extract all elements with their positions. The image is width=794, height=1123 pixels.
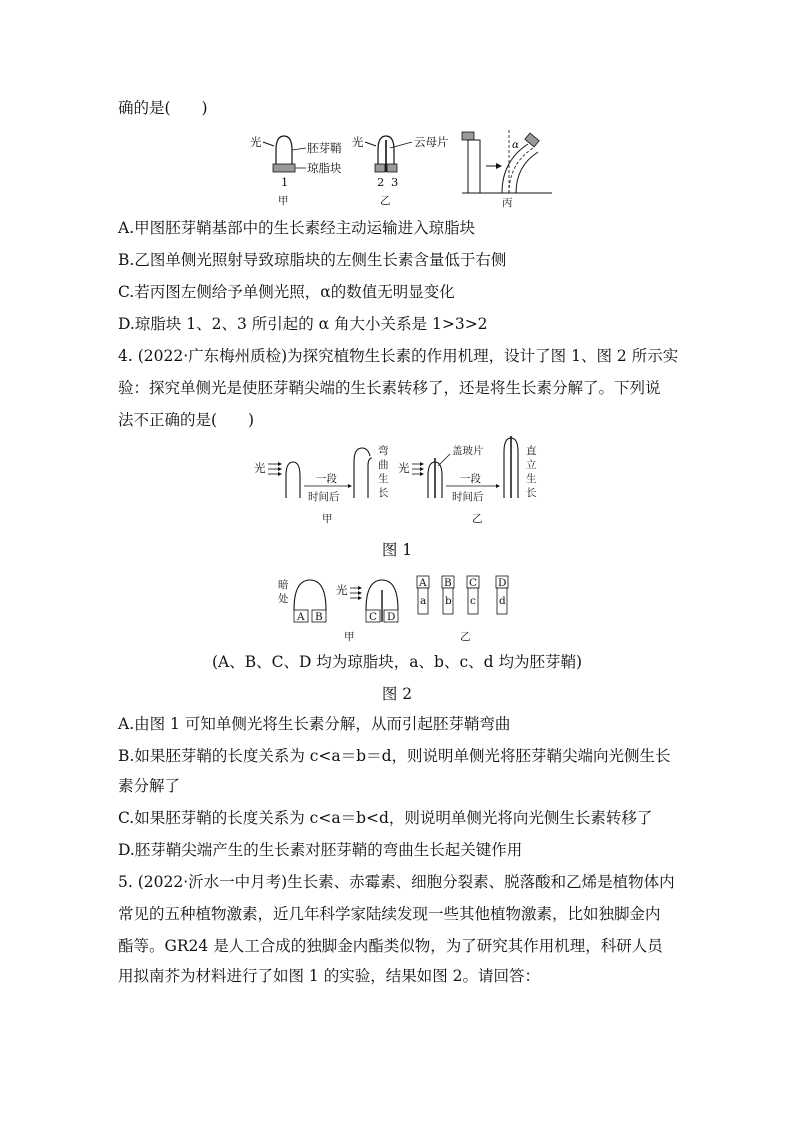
fig1-coleoptile-a [286, 462, 300, 498]
q3-jia: 甲 [278, 195, 289, 207]
q4-stem-line-1: 4. (2022·广东梅州质检)为探究植物生长素的作用机理，设计了图 1、图 2 所示实 [118, 347, 679, 365]
svg-text:a: a [420, 595, 427, 607]
q5-stem-line-1: 5. (2022·沂水一中月考)生长素、赤霉素、细胞分裂素、脱落酸和乙烯是植物体内 [118, 873, 675, 891]
svg-text:d: d [499, 595, 506, 607]
fig1-yi: 乙 [472, 513, 483, 525]
svg-text:c: c [470, 595, 476, 607]
fig2-note: (A、B、C、D 均为琼脂块，a、b、c、d 均为胚芽鞘) [211, 653, 583, 671]
fig1-result-b-2: 立 [526, 459, 537, 471]
fig1-bent-coleoptile [354, 448, 372, 498]
svg-text:D: D [387, 611, 396, 623]
fig2-tip-dark [294, 580, 326, 610]
agar-block-3 [387, 164, 397, 172]
svg-text:B: B [444, 577, 452, 589]
svg-text:A: A [419, 577, 427, 589]
fig1-arrow-top-b: 一段 [460, 473, 481, 485]
q4-option-b-line-1: B.如果胚芽鞘的长度关系为 c<a＝b＝d，则说明单侧光将胚芽鞘尖端向光侧生长 [118, 747, 671, 765]
fig1-jia: 甲 [322, 513, 333, 525]
q3-alpha: α [512, 139, 520, 151]
svg-text:A: A [297, 611, 305, 623]
q3-light-label-1: 光 [250, 135, 262, 149]
q4-figure-1 [250, 432, 550, 532]
q3-stem-end: 确的是( ) [118, 99, 208, 117]
fig1-result-a-4: 长 [378, 487, 389, 499]
q3-light-label-2: 光 [352, 135, 364, 149]
q5-stem-line-4: 用拟南芥为材料进行了如图 1 的实验，结果如图 2。请回答： [118, 967, 541, 985]
q3-option-d: D.琼脂块 1、2、3 所引起的 α 角大小关系是 1>3>2 [118, 315, 488, 333]
fig1-arrow-bottom-b: 时间后 [452, 491, 484, 503]
fig1-result-b-1: 直 [526, 445, 537, 457]
fig2-light: 光 [336, 583, 348, 597]
svg-text:D: D [498, 577, 507, 589]
q3-mica-label: 云母片 [414, 135, 449, 149]
q3-option-c: C.若丙图左侧给予单侧光照，α的数值无明显变化 [118, 283, 455, 301]
svg-text:b: b [445, 595, 452, 607]
decapitated-coleoptile [468, 140, 480, 193]
fig1-arrow-top-a: 一段 [316, 473, 337, 485]
fig1-cover-glass-label: 盖玻片 [452, 445, 484, 457]
fig2-dark-2: 处 [278, 593, 289, 605]
q4-figure-2 [272, 572, 532, 646]
fig1-light-a: 光 [254, 461, 266, 475]
fig1-result-a-1: 弯 [378, 445, 389, 457]
fig1-caption: 图 1 [381, 541, 413, 559]
q3-coleoptile-label: 胚芽鞘 [307, 141, 342, 155]
q3-bing: 丙 [502, 197, 513, 209]
svg-text:B: B [315, 611, 323, 623]
q3-figure [240, 126, 560, 210]
fig2-caption: 图 2 [381, 685, 413, 703]
fig2-jia: 甲 [344, 631, 355, 643]
fig1-arrow-bottom-a: 时间后 [308, 491, 340, 503]
q4-option-b-line-2: 素分解了 [118, 777, 181, 795]
agar-block-1 [273, 164, 295, 172]
fig1-result-a-3: 生 [378, 473, 389, 485]
q4-stem-line-3: 法不正确的是( ) [118, 411, 255, 429]
q3-option-b: B.乙图单侧光照射导致琼脂块的左侧生长素含量低于右侧 [118, 251, 507, 269]
fig1-light-b: 光 [398, 461, 410, 475]
fig2-dark-1: 暗 [278, 579, 289, 591]
svg-text:C: C [369, 611, 378, 623]
q4-option-a: A.由图 1 可知单侧光将生长素分解，从而引起胚芽鞘弯曲 [118, 715, 511, 733]
q5-stem-line-2: 常见的五种植物激素，近几年科学家陆续发现一些其他植物激素，比如独脚金内 [118, 905, 661, 923]
fig2-yi: 乙 [460, 631, 471, 643]
q3-block-3-label: 3 [391, 175, 399, 189]
q3-block-1-label: 1 [281, 175, 289, 189]
coleoptile-jia [276, 136, 292, 164]
q4-option-c: C.如果胚芽鞘的长度关系为 c<a＝b<d，则说明单侧光将向光侧生长素转移了 [118, 809, 653, 827]
q4-stem-line-2: 验：探究单侧光是使胚芽鞘尖端的生长素转移了，还是将生长素分解了。下列说 [118, 379, 661, 397]
q3-agar-label: 琼脂块 [307, 161, 342, 175]
fig1-result-a-2: 曲 [378, 459, 389, 471]
svg-text:C: C [469, 577, 478, 589]
fig1-result-b-4: 长 [526, 487, 537, 499]
q3-block-2-label: 2 [377, 175, 385, 189]
q4-option-d: D.胚芽鞘尖端产生的生长素对胚芽鞘的弯曲生长起关键作用 [118, 841, 523, 859]
agar-block-2 [375, 164, 385, 172]
q3-yi: 乙 [380, 195, 391, 207]
q3-option-a: A.甲图胚芽鞘基部中的生长素经主动运输进入琼脂块 [118, 219, 476, 237]
q5-stem-line-3: 酯等。GR24 是人工合成的独脚金内酯类似物，为了研究其作用机理，科研人员 [118, 937, 663, 955]
fig1-result-b-3: 生 [526, 473, 537, 485]
